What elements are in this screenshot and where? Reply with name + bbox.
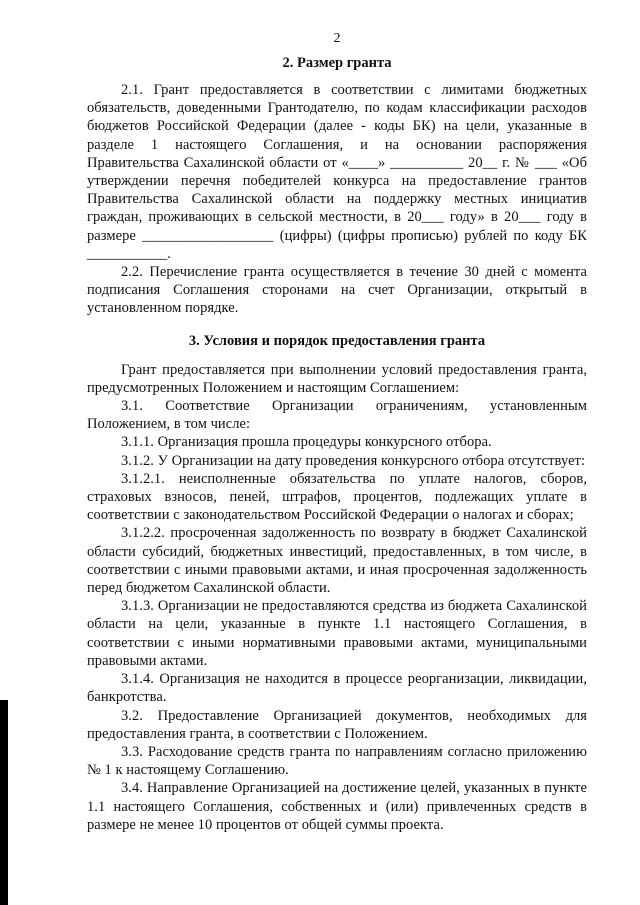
paragraph-3-3: 3.3. Расходование средств гранта по направлениям согласно приложению № 1 к настоящему Соглашению.: [87, 743, 587, 779]
paragraph-3-1-2: 3.1.2. У Организации на дату проведения конкурсного отбора отсутствует:: [121, 452, 586, 469]
paragraph-3-1: 3.1. Соответствие Организации ограничениям, установленным Положением, в том числе:: [87, 398, 587, 433]
paragraph-3-1-2-2: 3.1.2.2. просроченная задолженность по возврату в бюджет Сахалинской области субсидий, бюджетных инвестиций, предоставленных, в том числе, в соответствии с иными правовыми актами, и иная просроченная задолженность перед бюджетом Сахалинской области.: [87, 525, 587, 597]
section-2-heading: 2. Размер гранта: [282, 55, 392, 71]
paragraph-2-1: 2.1. Грант предоставляется в соответствии с лимитами бюджетных обязательств, доведенными Грантодателю, по кодам классификации расходов бюджетов Российской Федерации (далее - коды БК) на цели, указанные в разделе 1 настоящего Соглашения, и на основании распоряжения Правительства Сахалинской области от «____» __________ 20__ г. № ___ «Об утверждении перечня победителей конкурса на предоставление грантов Правительства Сахалинской области на поддержку местных инициатив граждан, проживающих в сельской местности, в 20___ году» в 20___ году в размере __________________ (цифры) (цифры прописью) рублей по коду БК ___________.: [87, 82, 587, 262]
paragraph-3-1-1: 3.1.1. Организация прошла процедуры конкурсного отбора.: [121, 434, 492, 451]
page-number: 2: [333, 31, 341, 46]
document-page: [87, 30, 587, 834]
paragraph-3-1-4: 3.1.4. Организация не находится в процессе реорганизации, ликвидации, банкротства.: [87, 671, 587, 706]
paragraph-3-1-3: 3.1.3. Организации не предоставляются средства из бюджета Сахалинской области на цели, указанные в пункте 1.1 настоящего Соглашения, в соответствии с иными нормативными правовыми актами, муниципальными правовыми актами.: [87, 598, 587, 669]
scan-edge-shadow: [0, 700, 8, 905]
paragraph-3-1-2-1: 3.1.2.1. неисполненные обязательства по уплате налогов, сборов, страховых взносов, пеней, штрафов, процентов, подлежащих уплате в соответствии с законодательством Российской Федерации о налогах и сборах;: [87, 470, 587, 524]
paragraph-2-2: 2.2. Перечисление гранта осуществляется в течение 30 дней с момента подписания Соглашения сторонами на счет Организации, открытый в установленном порядке.: [87, 264, 587, 317]
paragraph-3-2: 3.2. Предоставление Организацией документов, необходимых для предоставления гранта, в соответствии с Положением.: [87, 707, 587, 742]
paragraph-3-intro: Грант предоставляется при выполнении условий предоставления гранта, предусмотренных Положением и настоящим Соглашением:: [87, 361, 587, 396]
paragraph-3-4: 3.4. Направление Организацией на достижение целей, указанных в пункте 1.1 настоящего Соглашения, собственных и (или) привлеченных средств в размере не менее 10 процентов от общей суммы проекта.: [87, 780, 587, 833]
section-3-heading: 3. Условия и порядок предоставления гранта: [188, 332, 486, 349]
